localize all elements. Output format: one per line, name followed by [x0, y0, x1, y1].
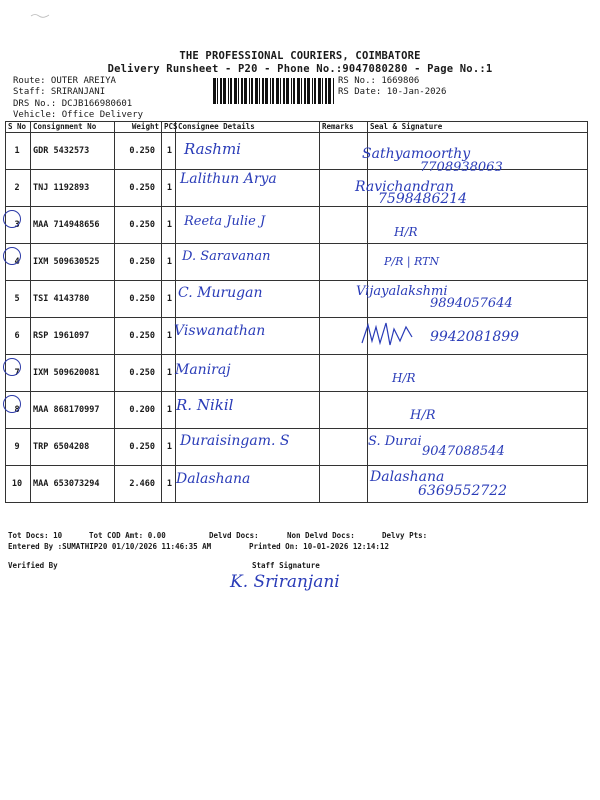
row-pcs [162, 355, 176, 392]
row-remarks [320, 392, 368, 429]
barcode-bar [259, 78, 260, 104]
staff-label: Staff: SRIRANJANI [13, 87, 106, 97]
consignee-handwriting: R. Nikil [176, 396, 234, 414]
tot-docs: Tot Docs: 10 [8, 531, 63, 540]
barcode-bar [312, 78, 313, 104]
pencil-scribble [30, 12, 50, 18]
row-pcs-text: 1 [166, 257, 172, 267]
row-consignment [31, 355, 115, 392]
row-consignment-text: MAA 868170997 [33, 405, 100, 415]
seal-handwriting: Vijayalakshmi [356, 284, 448, 299]
barcode-bar [272, 78, 274, 104]
row-consignment [31, 207, 115, 244]
row-remarks [320, 466, 368, 503]
row-consignment [31, 133, 115, 170]
seal-handwriting: 6369552722 [418, 483, 508, 499]
row-sno-text: 1 [14, 146, 20, 156]
signature-scribble [360, 319, 430, 349]
row-sno-text: 10 [11, 479, 23, 489]
row-pcs-text: 1 [166, 479, 172, 489]
seal-handwriting: H/R [410, 408, 436, 423]
barcode [213, 78, 335, 104]
row-pcs [162, 207, 176, 244]
row-weight [115, 244, 162, 281]
row-weight-text: 0.250 [129, 331, 155, 341]
rs-number: RS No.: 1669806 [338, 76, 420, 86]
circle-mark [3, 395, 21, 413]
tot-cod: Tot COD Amt: 0.00 [89, 531, 166, 540]
row-pcs-text: 1 [166, 220, 172, 230]
row-sno-text: 4 [14, 257, 20, 267]
col-weight: Weight [115, 122, 162, 133]
row-sno-text: 9 [14, 442, 20, 452]
barcode-bar [322, 78, 323, 104]
barcode-bar [238, 78, 239, 104]
row-weight [115, 318, 162, 355]
row-consignment-text: IXM 509620081 [33, 368, 100, 378]
barcode-bar [217, 78, 218, 104]
row-weight [115, 466, 162, 503]
barcode-bar [280, 78, 281, 104]
seal-handwriting: Ravichandran [355, 179, 454, 195]
verified-by-label: Verified By [8, 561, 58, 570]
row-pcs [162, 133, 176, 170]
row-weight-text: 0.250 [129, 257, 155, 267]
runsheet-title: Delivery Runsheet - P20 - Phone No.:9047080280 - Page No.:1 [107, 63, 493, 75]
row-pcs [162, 244, 176, 281]
row-remarks [320, 133, 368, 170]
row-consignment-text: MAA 653073294 [33, 479, 100, 489]
barcode-bar [270, 78, 271, 104]
delvy-pts: Delvy Pts: [382, 531, 428, 540]
row-weight-text: 0.250 [129, 368, 155, 378]
barcode-bar [265, 78, 268, 104]
seal-handwriting: H/R [392, 371, 416, 385]
staff-signature: K. Sriranjani [230, 572, 340, 592]
seal-handwriting: 7598486214 [378, 191, 468, 207]
consignee-handwriting: Duraisingam. S [180, 433, 290, 449]
row-consignment [31, 429, 115, 466]
seal-handwriting: P/R | RTN [384, 255, 440, 268]
row-consignment [31, 466, 115, 503]
row-seal [368, 392, 588, 429]
row-consignment [31, 392, 115, 429]
row-sno [6, 318, 31, 355]
row-remarks [320, 355, 368, 392]
seal-handwriting: S. Durai [368, 434, 422, 449]
col-remarks: Remarks [320, 122, 368, 133]
row-weight-text: 0.250 [129, 183, 155, 193]
row-pcs [162, 429, 176, 466]
row-weight [115, 281, 162, 318]
delvd-docs: Delvd Docs: [209, 531, 259, 540]
row-weight [115, 429, 162, 466]
circle-mark [3, 247, 21, 265]
company-title: THE PROFESSIONAL COURIERS, COIMBATORE [179, 50, 421, 62]
row-consignment-text: TNJ 1192893 [33, 183, 90, 193]
barcode-bar [213, 78, 216, 104]
row-pcs-text: 1 [166, 183, 172, 193]
route-label: Route: OUTER AREIYA [13, 76, 116, 86]
row-consignment-text: IXM 509630525 [33, 257, 100, 267]
row-sno [6, 281, 31, 318]
barcode-bar [241, 78, 243, 104]
barcode-bar [325, 78, 327, 104]
col-consignee: Consignee Details [176, 122, 320, 133]
row-sno [6, 207, 31, 244]
row-sno [6, 133, 31, 170]
barcode-bar [251, 78, 253, 104]
table-row [6, 207, 588, 244]
row-consignment-text: TSI 4143780 [33, 294, 90, 304]
staff-signature-label: Staff Signature [252, 561, 320, 570]
seal-handwriting: 7708938063 [420, 160, 503, 175]
row-pcs [162, 170, 176, 207]
row-weight-text: 0.250 [129, 442, 155, 452]
barcode-bar [304, 78, 306, 104]
row-weight-text: 0.250 [129, 220, 155, 230]
row-remarks [320, 429, 368, 466]
row-weight-text: 2.460 [129, 479, 155, 489]
barcode-bar [318, 78, 321, 104]
printed-on: Printed On: 10-01-2026 12:14:12 [249, 542, 389, 551]
consignee-handwriting: Viswanathan [174, 323, 266, 339]
row-sno [6, 244, 31, 281]
barcode-bar [307, 78, 310, 104]
col-consignment: Consignment No [31, 122, 115, 133]
table-row [6, 392, 588, 429]
row-sno-text: 3 [14, 220, 20, 230]
row-weight [115, 392, 162, 429]
seal-handwriting: 9894057644 [430, 296, 513, 311]
row-sno [6, 392, 31, 429]
row-weight [115, 170, 162, 207]
barcode-bar [293, 78, 295, 104]
row-weight-text: 0.200 [129, 405, 155, 415]
row-remarks [320, 244, 368, 281]
seal-handwriting: 9942081899 [430, 329, 520, 345]
barcode-bar [230, 78, 232, 104]
seal-handwriting: Dalashana [370, 469, 445, 485]
row-pcs-text: 1 [166, 405, 172, 415]
seal-handwriting: Sathyamoorthy [362, 146, 471, 162]
row-sno-text: 5 [14, 294, 20, 304]
barcode-bar [223, 78, 226, 104]
entered-by: Entered By :SUMATHIP20 01/10/2026 11:46:35 AM [8, 542, 212, 551]
row-pcs-text: 1 [166, 368, 172, 378]
row-consignment [31, 318, 115, 355]
barcode-bar [249, 78, 250, 104]
row-sno-text: 7 [14, 368, 20, 378]
barcode-bar [301, 78, 302, 104]
barcode-bar [220, 78, 222, 104]
row-remarks [320, 207, 368, 244]
barcode-bar [314, 78, 316, 104]
row-sno [6, 429, 31, 466]
seal-handwriting: H/R [394, 225, 418, 239]
row-consignment [31, 170, 115, 207]
circle-mark [3, 210, 21, 228]
barcode-bar [297, 78, 300, 104]
barcode-bar [228, 78, 229, 104]
consignee-handwriting: Dalashana [176, 471, 251, 487]
row-pcs-text: 1 [166, 146, 172, 156]
table-row [6, 244, 588, 281]
row-sno-text: 2 [14, 183, 20, 193]
vehicle-label: Vehicle: Office Delivery [13, 110, 144, 120]
col-sno: S No [6, 122, 31, 133]
table-row [6, 170, 588, 207]
consignee-handwriting: Lalithun Arya [180, 171, 277, 187]
consignee-handwriting: D. Saravanan [182, 249, 271, 264]
barcode-bar [276, 78, 279, 104]
row-consignment-text: GDR 5432573 [33, 146, 90, 156]
row-sno-text: 6 [14, 331, 20, 341]
row-pcs-text: 1 [166, 442, 172, 452]
non-delvd-docs: Non Delvd Docs: [287, 531, 355, 540]
barcode-bar [244, 78, 247, 104]
row-consignment [31, 244, 115, 281]
consignee-handwriting: C. Murugan [178, 285, 263, 301]
consignee-handwriting: Reeta Julie J [184, 214, 266, 229]
row-weight [115, 133, 162, 170]
row-pcs-text: 1 [166, 331, 172, 341]
barcode-bar [262, 78, 264, 104]
row-pcs [162, 466, 176, 503]
barcode-bar [234, 78, 237, 104]
row-weight [115, 207, 162, 244]
table-row [6, 355, 588, 392]
barcode-bar [291, 78, 292, 104]
barcode-bar [255, 78, 258, 104]
drs-number: DRS No.: DCJB166980601 [13, 99, 133, 109]
barcode-bar [286, 78, 289, 104]
barcode-bar [283, 78, 285, 104]
row-consignment-text: RSP 1961097 [33, 331, 90, 341]
consignee-handwriting: Maniraj [175, 362, 231, 378]
row-sno [6, 355, 31, 392]
seal-handwriting: 9047088544 [422, 444, 505, 459]
barcode-bar [333, 78, 334, 104]
row-sno [6, 466, 31, 503]
consignee-handwriting: Rashmi [184, 140, 241, 158]
row-weight-text: 0.250 [129, 146, 155, 156]
row-consignment-text: MAA 714948656 [33, 220, 100, 230]
row-pcs [162, 281, 176, 318]
row-sno [6, 170, 31, 207]
row-sno-text: 8 [14, 405, 20, 415]
row-pcs-text: 1 [166, 294, 172, 304]
row-consignment [31, 281, 115, 318]
row-weight [115, 355, 162, 392]
col-pcs: PCS [162, 122, 176, 133]
row-consignment-text: TRP 6504208 [33, 442, 90, 452]
row-pcs [162, 392, 176, 429]
row-weight-text: 0.250 [129, 294, 155, 304]
rs-date: RS Date: 10-Jan-2026 [338, 87, 447, 97]
table-header-row [6, 122, 588, 133]
circle-mark [3, 358, 21, 376]
barcode-bar [328, 78, 331, 104]
col-seal: Seal & Signature [368, 122, 588, 133]
